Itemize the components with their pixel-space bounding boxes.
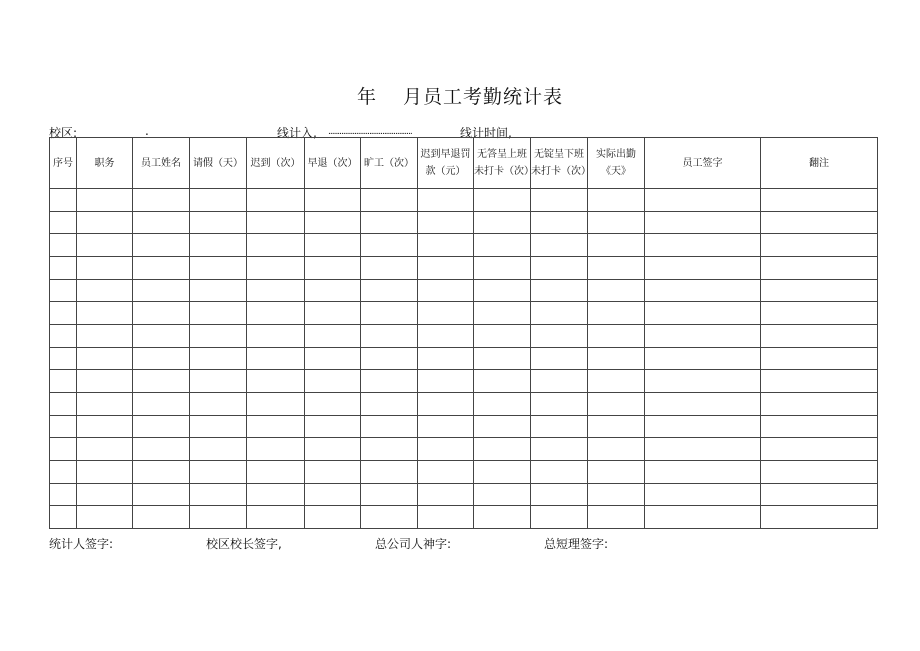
- table-cell[interactable]: [361, 483, 418, 506]
- table-cell[interactable]: [190, 302, 247, 325]
- table-cell[interactable]: [588, 302, 645, 325]
- table-row: [50, 211, 878, 234]
- table-cell[interactable]: [50, 415, 77, 438]
- table-row: [50, 256, 878, 279]
- table-cell[interactable]: [761, 392, 878, 415]
- table-cell[interactable]: [77, 415, 133, 438]
- table-cell[interactable]: [418, 347, 474, 370]
- table-cell[interactable]: [418, 256, 474, 279]
- stat-time-label: 线计时间,: [460, 126, 512, 140]
- table-cell[interactable]: [305, 347, 361, 370]
- table-cell[interactable]: [361, 415, 418, 438]
- table-cell[interactable]: [588, 211, 645, 234]
- table-cell[interactable]: [361, 347, 418, 370]
- table-cell[interactable]: [761, 347, 878, 370]
- table-cell[interactable]: [588, 347, 645, 370]
- table-cell[interactable]: [133, 392, 190, 415]
- table-cell[interactable]: [361, 189, 418, 212]
- table-cell[interactable]: [190, 392, 247, 415]
- table-cell[interactable]: [761, 211, 878, 234]
- table-cell[interactable]: [247, 211, 305, 234]
- table-cell[interactable]: [588, 392, 645, 415]
- table-cell[interactable]: [645, 392, 761, 415]
- table-cell[interactable]: [645, 234, 761, 257]
- table-row: [50, 415, 878, 438]
- table-cell[interactable]: [247, 234, 305, 257]
- table-cell[interactable]: [361, 256, 418, 279]
- table-cell[interactable]: [247, 483, 305, 506]
- table-cell[interactable]: [588, 506, 645, 529]
- table-cell[interactable]: [133, 256, 190, 279]
- col-header: 实际出勤《天》: [588, 138, 645, 189]
- table-cell[interactable]: [645, 347, 761, 370]
- table-cell[interactable]: [50, 279, 77, 302]
- table-cell[interactable]: [77, 211, 133, 234]
- table-cell[interactable]: [133, 302, 190, 325]
- table-cell[interactable]: [588, 438, 645, 461]
- title-year: 年: [356, 86, 377, 108]
- table-cell[interactable]: [190, 324, 247, 347]
- table-cell[interactable]: [531, 438, 588, 461]
- table-cell[interactable]: [418, 324, 474, 347]
- table-cell[interactable]: [305, 506, 361, 529]
- table-cell[interactable]: [645, 279, 761, 302]
- table-cell[interactable]: [50, 483, 77, 506]
- table-cell[interactable]: [531, 392, 588, 415]
- table-cell[interactable]: [190, 460, 247, 483]
- table-cell[interactable]: [588, 460, 645, 483]
- title-text: 月员工考勤统计表: [403, 86, 564, 108]
- table-cell[interactable]: [474, 256, 531, 279]
- table-row: [50, 279, 878, 302]
- table-cell[interactable]: [761, 460, 878, 483]
- table-cell[interactable]: [761, 415, 878, 438]
- table-cell[interactable]: [474, 234, 531, 257]
- table-cell[interactable]: [133, 370, 190, 393]
- table-cell[interactable]: [418, 189, 474, 212]
- table-cell[interactable]: [77, 370, 133, 393]
- table-cell[interactable]: [50, 438, 77, 461]
- table-cell[interactable]: [761, 506, 878, 529]
- table-cell[interactable]: [645, 506, 761, 529]
- table-cell[interactable]: [133, 211, 190, 234]
- table-cell[interactable]: [645, 370, 761, 393]
- col-header: 迟到早退罚款（元）: [418, 138, 474, 189]
- table-cell[interactable]: [305, 302, 361, 325]
- table-cell[interactable]: [474, 483, 531, 506]
- table-cell[interactable]: [305, 279, 361, 302]
- table-cell[interactable]: [761, 483, 878, 506]
- table-cell[interactable]: [531, 483, 588, 506]
- table-cell[interactable]: [50, 392, 77, 415]
- table-cell[interactable]: [133, 506, 190, 529]
- principal-signature-label: 校区校长签字,: [206, 537, 282, 551]
- table-cell[interactable]: [247, 279, 305, 302]
- table-cell[interactable]: [133, 438, 190, 461]
- table-cell[interactable]: [133, 347, 190, 370]
- table-cell[interactable]: [418, 279, 474, 302]
- col-header: 职务: [77, 138, 133, 189]
- table-row: [50, 460, 878, 483]
- table-cell[interactable]: [474, 211, 531, 234]
- page-title: [0, 82, 920, 109]
- table-row: [50, 483, 878, 506]
- table-cell[interactable]: [190, 415, 247, 438]
- table-cell[interactable]: [418, 370, 474, 393]
- table-cell[interactable]: [588, 370, 645, 393]
- table-cell[interactable]: [418, 211, 474, 234]
- table-cell[interactable]: [247, 438, 305, 461]
- table-cell[interactable]: [133, 234, 190, 257]
- table-row: [50, 302, 878, 325]
- table-cell[interactable]: [531, 256, 588, 279]
- table-row: [50, 234, 878, 257]
- table-cell[interactable]: [50, 324, 77, 347]
- table-cell[interactable]: [361, 302, 418, 325]
- table-cell[interactable]: [305, 370, 361, 393]
- table-cell[interactable]: [474, 392, 531, 415]
- table-cell[interactable]: [361, 324, 418, 347]
- table-cell[interactable]: [645, 415, 761, 438]
- table-cell[interactable]: [190, 370, 247, 393]
- table-cell[interactable]: [77, 392, 133, 415]
- table-cell[interactable]: [761, 324, 878, 347]
- table-cell[interactable]: [50, 370, 77, 393]
- table-cell[interactable]: [247, 370, 305, 393]
- table-cell[interactable]: [305, 392, 361, 415]
- table-cell[interactable]: [761, 279, 878, 302]
- stat-person-label: 线计入,: [277, 126, 317, 140]
- table-row: [50, 370, 878, 393]
- table-cell[interactable]: [474, 438, 531, 461]
- table-cell[interactable]: [531, 460, 588, 483]
- table-cell[interactable]: [418, 483, 474, 506]
- table-cell[interactable]: [77, 279, 133, 302]
- table-cell[interactable]: [305, 324, 361, 347]
- table-cell[interactable]: [361, 234, 418, 257]
- table-cell[interactable]: [305, 189, 361, 212]
- table-body: [50, 189, 878, 529]
- table-cell[interactable]: [645, 189, 761, 212]
- table-cell[interactable]: [645, 302, 761, 325]
- table-row: [50, 347, 878, 370]
- table-cell[interactable]: [645, 211, 761, 234]
- table-cell[interactable]: [361, 211, 418, 234]
- table-cell[interactable]: [645, 483, 761, 506]
- table-cell[interactable]: [588, 415, 645, 438]
- table-cell[interactable]: [133, 415, 190, 438]
- table-cell[interactable]: [247, 302, 305, 325]
- col-header: 序号: [50, 138, 77, 189]
- table-cell[interactable]: [588, 483, 645, 506]
- stat-signature-label: 统计人签字:: [49, 537, 114, 551]
- table-cell[interactable]: [531, 189, 588, 212]
- table-cell[interactable]: [305, 256, 361, 279]
- table-cell[interactable]: [361, 279, 418, 302]
- attendance-table: [49, 137, 878, 529]
- table-cell[interactable]: [190, 438, 247, 461]
- table-cell[interactable]: [50, 347, 77, 370]
- table-cell[interactable]: [531, 279, 588, 302]
- table-cell[interactable]: [588, 256, 645, 279]
- col-header: 迟到（次）: [247, 138, 305, 189]
- table-cell[interactable]: [133, 279, 190, 302]
- table-cell[interactable]: [474, 279, 531, 302]
- table-cell[interactable]: [418, 392, 474, 415]
- table-cell[interactable]: [133, 460, 190, 483]
- table-cell[interactable]: [474, 302, 531, 325]
- table-cell[interactable]: [247, 392, 305, 415]
- manager-signature-label: 总短理签字:: [544, 537, 609, 551]
- table-row: [50, 438, 878, 461]
- table-cell[interactable]: [247, 460, 305, 483]
- table-cell[interactable]: [50, 302, 77, 325]
- table-cell[interactable]: [50, 211, 77, 234]
- table-cell[interactable]: [418, 234, 474, 257]
- table-cell[interactable]: [247, 256, 305, 279]
- table-cell[interactable]: [247, 415, 305, 438]
- table-cell[interactable]: [190, 189, 247, 212]
- table-cell[interactable]: [305, 234, 361, 257]
- table-cell[interactable]: [361, 506, 418, 529]
- col-header: 无锭呈下班未打卡（次）: [531, 138, 588, 189]
- table-cell[interactable]: [50, 460, 77, 483]
- table-cell[interactable]: [418, 460, 474, 483]
- table-cell[interactable]: [531, 211, 588, 234]
- table-cell[interactable]: [474, 415, 531, 438]
- table-header-row: [50, 138, 878, 189]
- table-cell[interactable]: [588, 234, 645, 257]
- table-cell[interactable]: [50, 189, 77, 212]
- table-cell[interactable]: [361, 438, 418, 461]
- table-cell[interactable]: [190, 483, 247, 506]
- table-cell[interactable]: [77, 189, 133, 212]
- table-cell[interactable]: [645, 460, 761, 483]
- table-cell[interactable]: [761, 370, 878, 393]
- table-cell[interactable]: [190, 211, 247, 234]
- table-cell[interactable]: [247, 506, 305, 529]
- table-cell[interactable]: [474, 347, 531, 370]
- table-cell[interactable]: [77, 234, 133, 257]
- table-cell[interactable]: [531, 415, 588, 438]
- table-cell[interactable]: [50, 234, 77, 257]
- table-cell[interactable]: [305, 483, 361, 506]
- table-cell[interactable]: [761, 189, 878, 212]
- table-cell[interactable]: [645, 324, 761, 347]
- table-cell[interactable]: [531, 234, 588, 257]
- table-cell[interactable]: [247, 189, 305, 212]
- table-cell[interactable]: [531, 370, 588, 393]
- table-cell[interactable]: [761, 302, 878, 325]
- table-cell[interactable]: [190, 347, 247, 370]
- col-header: 请假（天）: [190, 138, 247, 189]
- table-cell[interactable]: [77, 347, 133, 370]
- table-cell[interactable]: [474, 506, 531, 529]
- table-cell[interactable]: [77, 460, 133, 483]
- table-row: [50, 392, 878, 415]
- col-header: 无答呈上班未打卡（次）: [474, 138, 531, 189]
- table-cell[interactable]: [305, 415, 361, 438]
- table-cell[interactable]: [133, 189, 190, 212]
- table-cell[interactable]: [247, 347, 305, 370]
- company-signature-label: 总公司人神字:: [375, 537, 452, 551]
- table-cell[interactable]: [361, 460, 418, 483]
- table-cell[interactable]: [190, 279, 247, 302]
- table-cell[interactable]: [645, 438, 761, 461]
- col-header: 员工签字: [645, 138, 761, 189]
- table-cell[interactable]: [77, 302, 133, 325]
- table-cell[interactable]: [305, 211, 361, 234]
- table-cell[interactable]: [305, 460, 361, 483]
- table-cell[interactable]: [474, 460, 531, 483]
- table-cell[interactable]: [531, 324, 588, 347]
- table-row: [50, 506, 878, 529]
- col-header: 员工姓名: [133, 138, 190, 189]
- table-cell[interactable]: [50, 256, 77, 279]
- col-header: 旷工（次）: [361, 138, 418, 189]
- table-cell[interactable]: [133, 483, 190, 506]
- table-cell[interactable]: [418, 302, 474, 325]
- table-cell[interactable]: [761, 256, 878, 279]
- table-cell[interactable]: [190, 256, 247, 279]
- col-header: 翻注: [761, 138, 878, 189]
- table-cell[interactable]: [761, 234, 878, 257]
- table-cell[interactable]: [77, 506, 133, 529]
- campus-dot: .: [145, 124, 149, 138]
- table-cell[interactable]: [531, 302, 588, 325]
- table-cell[interactable]: [77, 438, 133, 461]
- table-cell[interactable]: [531, 506, 588, 529]
- table-cell[interactable]: [133, 324, 190, 347]
- dotted-line: .............................................: [328, 127, 412, 137]
- table-cell[interactable]: [77, 324, 133, 347]
- table-cell[interactable]: [77, 483, 133, 506]
- table-cell[interactable]: [190, 234, 247, 257]
- table-cell[interactable]: [190, 506, 247, 529]
- table-cell[interactable]: [531, 347, 588, 370]
- table-cell[interactable]: [474, 189, 531, 212]
- table-cell[interactable]: [418, 415, 474, 438]
- table-cell[interactable]: [305, 438, 361, 461]
- campus-label: 校区:: [49, 126, 78, 140]
- table-cell[interactable]: [474, 324, 531, 347]
- table-cell[interactable]: [645, 256, 761, 279]
- table-cell[interactable]: [247, 324, 305, 347]
- table-cell[interactable]: [361, 370, 418, 393]
- table-cell[interactable]: [418, 438, 474, 461]
- table-row: [50, 189, 878, 212]
- table-cell[interactable]: [588, 189, 645, 212]
- table-cell[interactable]: [50, 506, 77, 529]
- table-cell[interactable]: [588, 279, 645, 302]
- table-cell[interactable]: [418, 506, 474, 529]
- table-row: [50, 324, 878, 347]
- col-header: 早退（次）: [305, 138, 361, 189]
- table-cell[interactable]: [361, 392, 418, 415]
- table-cell[interactable]: [761, 438, 878, 461]
- table-cell[interactable]: [474, 370, 531, 393]
- table-cell[interactable]: [77, 256, 133, 279]
- table-cell[interactable]: [588, 324, 645, 347]
